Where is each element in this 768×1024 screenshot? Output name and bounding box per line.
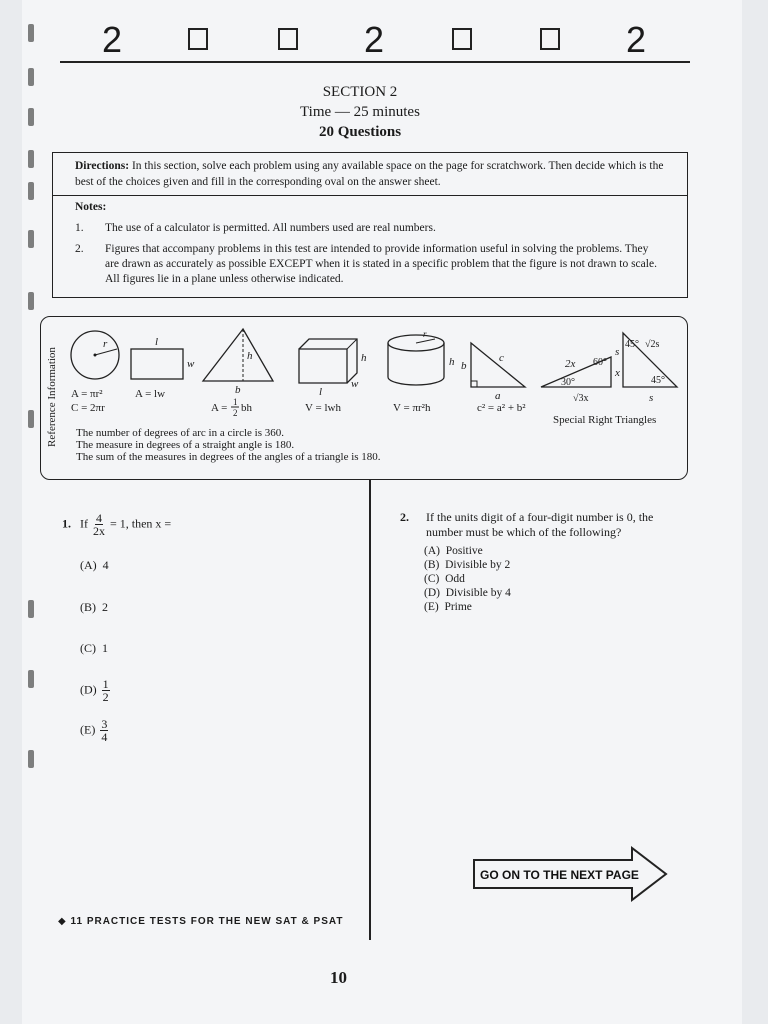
reference-figures — [63, 321, 683, 431]
question-1-stem: 1. If $\frac{4}{2x}$ = 1, then x = — [62, 511, 172, 538]
svg-text:√2s: √2s — [645, 339, 660, 350]
triangle-figure — [203, 329, 273, 418]
reference-facts: The number of degrees of arc in a circle is 360. The measure in degrees of a straight angle is 180. The sum of the measures in degrees of the angles of a triangle is 180. — [76, 427, 381, 463]
svg-text:h: h — [361, 352, 367, 364]
question-2-stem: 2. If the units digit of a four-digit number is 0, the number must be which of the following? — [400, 510, 654, 539]
svg-text:2x: 2x — [565, 358, 576, 370]
svg-text:h: h — [449, 356, 455, 368]
svg-text:l: l — [155, 336, 159, 348]
header-section-number-left: 2 — [102, 19, 123, 60]
question-1-fraction: $\frac{4}{2x}$ — [93, 511, 105, 538]
svg-text:w: w — [187, 358, 195, 370]
box-volume-formula: V = lwh — [305, 402, 341, 414]
svg-text:r: r — [423, 329, 427, 339]
rectangle-area-formula: A = lw — [135, 388, 166, 400]
circle-circumference-formula: C = 2πr — [71, 402, 105, 414]
svg-text:45°: 45° — [651, 375, 665, 386]
reference-information-box — [40, 316, 688, 480]
question-1-choice-e[interactable]: (E) $\frac{3}{4}$ — [80, 717, 108, 744]
circle-area-formula: A = πr² — [71, 388, 103, 400]
triangle-area-prefix: A = — [211, 402, 228, 414]
header-square — [452, 28, 472, 50]
section-question-count: 20 Questions — [318, 124, 402, 140]
page-number: 10 — [330, 968, 347, 987]
note-item: 2. Figures that accompany problems in this test are intended to provide information useful in solving the problems. They are drawn as accurately as possible EXCEPT when it is stated in a specific problem that the figure is not drawn to scale. All figures lie in a plane unless otherwise indicated. — [75, 243, 657, 285]
directions-box — [52, 152, 688, 196]
header-square — [540, 28, 560, 50]
reference-side-label: Reference Information — [46, 347, 58, 447]
question-1-choice-a[interactable]: (A) 4 — [80, 558, 109, 572]
footer-book-title: ◆ 11 PRACTICE TESTS FOR THE NEW SAT & PSAT — [58, 916, 344, 927]
section-time: Time — 25 minutes — [300, 104, 420, 120]
svg-text:√3x: √3x — [573, 393, 589, 404]
svg-text:r: r — [103, 338, 108, 350]
notes-label: Notes: — [75, 201, 107, 213]
svg-text:c: c — [499, 352, 504, 364]
question-2-choice-b[interactable]: (B) Divisible by 2 — [424, 559, 511, 571]
box-figure — [299, 339, 367, 414]
go-on-next-page-arrow — [472, 846, 668, 907]
question-2-choice-a[interactable]: (A) Positive — [424, 545, 483, 557]
special-triangles-label: Special Right Triangles — [553, 414, 657, 426]
question-2-choice-e[interactable]: (E) Prime — [424, 601, 472, 613]
special-triangle-30-60-90 — [541, 357, 620, 404]
svg-text:w: w — [351, 378, 359, 390]
svg-text:45°: 45° — [625, 339, 639, 350]
note-item: 1. The use of a calculator is permitted. All numbers used are real numbers. — [75, 222, 436, 234]
svg-text:s: s — [649, 392, 654, 404]
pythagorean-formula: c² = a² + b² — [477, 402, 526, 414]
circle-figure — [71, 331, 119, 414]
section-title: SECTION 2 — [322, 84, 398, 100]
svg-text:b: b — [461, 360, 467, 372]
directions-text: In this section, solve each problem using any available space on the page for scratchwork. Then decide which is the best of the choices given and fill in the corresponding oval on the answer sheet. — [75, 160, 664, 188]
rectangle-figure — [131, 336, 195, 400]
svg-text:60°: 60° — [593, 357, 607, 368]
header-section-number-center: 2 — [364, 19, 385, 60]
special-triangle-45-45-90 — [615, 333, 677, 404]
directions-label: Directions: — [75, 160, 130, 172]
question-1-choice-d[interactable]: (D) $\frac{1}{2}$ — [80, 677, 109, 704]
svg-text:30°: 30° — [561, 377, 575, 388]
svg-text:2: 2 — [233, 408, 238, 418]
go-on-next-page-label: GO ON TO THE NEXT PAGE — [480, 868, 639, 882]
question-2-choices — [424, 544, 511, 614]
header-rule — [60, 61, 690, 63]
svg-text:a: a — [495, 390, 501, 402]
cylinder-volume-formula: V = πr²h — [393, 402, 431, 414]
svg-text:1: 1 — [233, 397, 238, 407]
svg-text:l: l — [319, 386, 323, 398]
cylinder-figure — [388, 329, 455, 414]
svg-text:x: x — [615, 367, 620, 379]
right-triangle-figure — [461, 343, 526, 414]
question-1-choice-c[interactable]: (C) 1 — [80, 641, 108, 655]
notes-box — [52, 195, 688, 298]
question-1-choice-b[interactable]: (B) 2 — [80, 600, 108, 614]
header-square — [278, 28, 298, 50]
header-section-number-right: 2 — [626, 19, 647, 60]
triangle-area-suffix: bh — [241, 402, 252, 414]
question-2-choice-d[interactable]: (D) Divisible by 4 — [424, 587, 511, 599]
svg-text:s: s — [615, 346, 620, 358]
header-square — [188, 28, 208, 50]
svg-text:h: h — [247, 350, 253, 362]
column-divider — [369, 480, 371, 940]
question-2-choice-c[interactable]: (C) Odd — [424, 573, 465, 585]
svg-text:b: b — [235, 384, 241, 396]
